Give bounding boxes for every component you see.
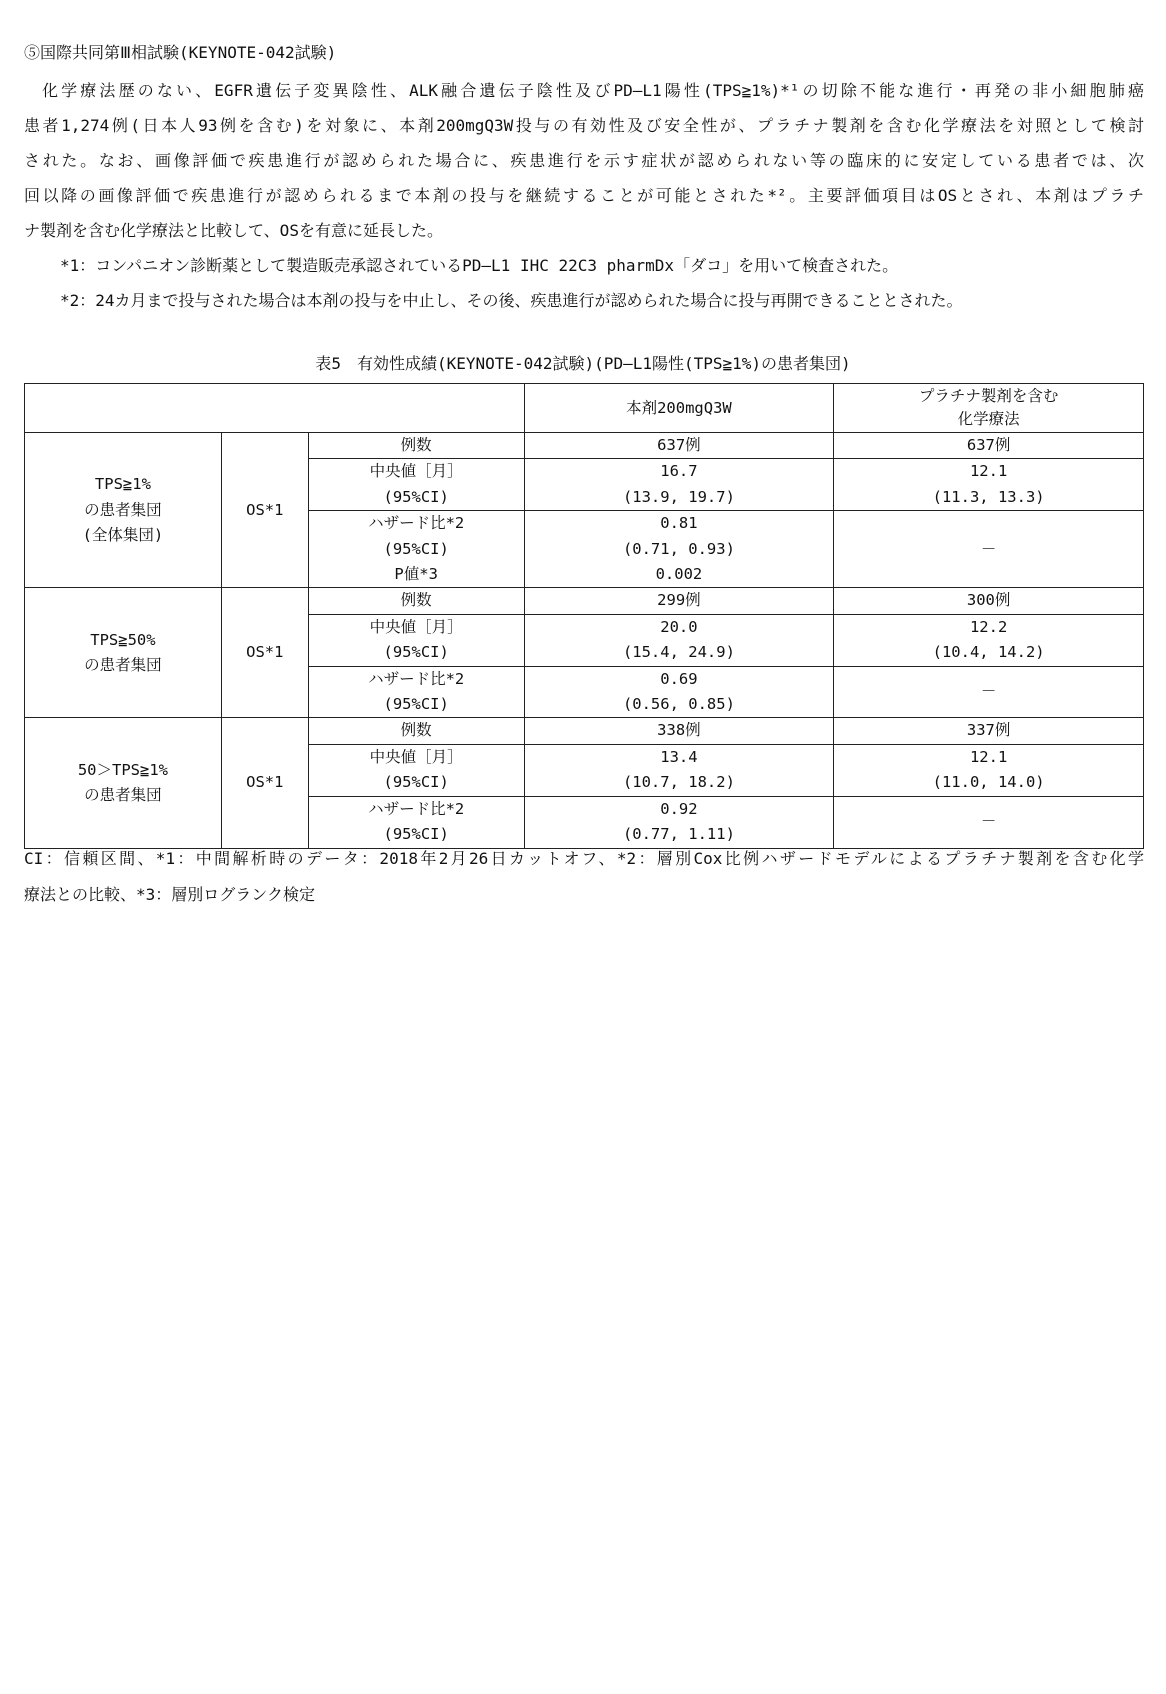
hazard-ratio-label-line: (95%CI): [383, 695, 449, 714]
median-value: [834, 614, 1144, 666]
median-value: [834, 744, 1144, 796]
hazard-ratio-value: [524, 511, 834, 588]
n-value: [834, 588, 1144, 614]
median-value-line: 12.1: [969, 462, 1008, 481]
population-line: TPS≧1%: [94, 475, 151, 494]
hazard-ratio-label-line: ハザード比*2: [368, 799, 465, 818]
median-value: [834, 459, 1144, 511]
median-value-line: (13.9, 19.7): [622, 487, 735, 506]
hazard-ratio-control: [834, 796, 1144, 848]
population-line: の患者集団: [84, 785, 162, 804]
hazard-ratio-label-line: P値*3: [394, 565, 438, 584]
paragraph-line: 化学療法歴のない、EGFR遺伝子変異陰性、ALK融合遺伝子陰性及びPD―L1陽性(TPS≧1%)*¹の切除不能な進行・再発の非小細胞肺癌: [42, 81, 1144, 100]
table-caption: 表5 有効性成績(KEYNOTE-042試験)(PD―L1陽性(TPS≧1%)の患者集団): [315, 354, 851, 373]
endpoint-text: OS*1: [246, 643, 284, 662]
median-label-line: 中央値［月］: [369, 747, 463, 766]
n-value: [834, 718, 1144, 744]
footer-line: CI：信頼区間、*1：中間解析時のデータ：2018年2月26日カットオフ、*2：層別Cox比例ハザードモデルによるプラチナ製剤を含む化学: [24, 849, 1144, 868]
n-value: [524, 433, 834, 459]
hazard-ratio-label-line: (95%CI): [383, 539, 449, 558]
hazard-ratio-label: [308, 796, 524, 848]
n-value-text: 637例: [966, 436, 1011, 454]
median-label-line: 中央値［月］: [369, 462, 463, 481]
paragraph-line: 回以降の画像評価で疾患進行が認められるまで本剤の投与を継続することが可能とされた*²。主要評価項目はOSとされ、本剤はプラチ: [24, 186, 1144, 205]
median-label: [308, 614, 524, 666]
median-label: [308, 459, 524, 511]
n-value-text: 337例: [966, 721, 1011, 740]
median-value-line: (10.4, 14.2): [932, 643, 1045, 662]
population-cell: [25, 433, 222, 588]
median-value: [524, 614, 834, 666]
hazard-ratio-value-line: (0.77, 1.11): [622, 825, 735, 844]
hazard-ratio-label-line: ハザード比*2: [368, 669, 465, 688]
n-value-text: 300例: [966, 591, 1011, 610]
hazard-ratio-control: [834, 666, 1144, 718]
hazard-ratio-label: [308, 511, 524, 588]
header-pembrolizumab: 本剤200mgQ3W: [524, 384, 834, 433]
header-empty: [25, 384, 525, 433]
median-label-line: (95%CI): [383, 643, 449, 662]
hazard-ratio-label: [308, 666, 524, 718]
population-cell: [25, 718, 222, 848]
population-line: の患者集団: [84, 655, 162, 674]
median-value-line: (10.7, 18.2): [622, 773, 735, 792]
n-value-text: 338例: [657, 721, 701, 740]
efficacy-table: [24, 383, 1144, 849]
endpoint-cell: [221, 588, 308, 718]
median-value-line: 13.4: [660, 747, 698, 766]
hazard-ratio-value-line: 0.69: [660, 669, 698, 688]
median-value-line: 12.1: [969, 747, 1008, 766]
n-value: [524, 588, 834, 614]
median-value: [524, 744, 834, 796]
table-row: [25, 588, 1144, 614]
hazard-ratio-control-text: －: [980, 812, 997, 831]
endpoint-text: OS*1: [246, 773, 284, 792]
hazard-ratio-value: [524, 666, 834, 718]
hazard-ratio-label-line: ハザード比*2: [368, 514, 465, 533]
n-value-text: 299例: [657, 591, 701, 610]
hazard-ratio-control-text: －: [980, 539, 997, 558]
median-value-line: (15.4, 24.9): [622, 643, 735, 662]
table-header-row: [25, 384, 1144, 433]
population-cell: [25, 588, 222, 718]
n-value-text: 637例: [657, 436, 701, 454]
footnote-1: *1：コンパニオン診断薬として製造販売承認されているPD―L1 IHC 22C3 pharmDx「ダコ」を用いて検査された。: [60, 256, 899, 275]
hazard-ratio-value-line: 0.002: [655, 565, 703, 584]
population-line: (全体集団): [82, 525, 164, 544]
median-value-line: 12.2: [969, 617, 1008, 636]
hazard-ratio-value-line: 0.92: [660, 799, 698, 818]
footer-line: 療法との比較、*3：層別ログランク検定: [24, 885, 315, 904]
hazard-ratio-value-line: (0.71, 0.93): [622, 539, 735, 558]
median-label-line: 中央値［月］: [369, 617, 463, 636]
population-line: TPS≧50%: [90, 630, 156, 649]
n-label: [308, 588, 524, 614]
median-value-line: (11.0, 14.0): [932, 773, 1045, 792]
hazard-ratio-control-text: －: [980, 682, 997, 701]
footnote-2: *2：24カ月まで投与された場合は本剤の投与を中止し、その後、疾患進行が認められた場合に投与再開できることとされた。: [60, 291, 963, 310]
median-value-line: 20.0: [660, 617, 698, 636]
header-chemo: [834, 384, 1144, 433]
n-label: [308, 433, 524, 459]
n-label-text: 例数: [400, 436, 432, 454]
median-label-line: (95%CI): [383, 487, 449, 506]
hazard-ratio-control: [834, 511, 1144, 588]
median-value: [524, 459, 834, 511]
n-label-text: 例数: [400, 591, 432, 610]
hazard-ratio-value: [524, 796, 834, 848]
endpoint-cell: [221, 433, 308, 588]
table-footnotes: [24, 844, 1144, 916]
population-line: 50＞TPS≧1%: [77, 760, 168, 779]
n-value: [524, 718, 834, 744]
hazard-ratio-label-line: (95%CI): [383, 825, 449, 844]
hazard-ratio-value-line: (0.56, 0.85): [622, 695, 735, 714]
median-label: [308, 744, 524, 796]
n-label: [308, 718, 524, 744]
n-value: [834, 433, 1144, 459]
n-label-text: 例数: [400, 721, 432, 740]
table-row: [25, 433, 1144, 459]
table-row: [25, 718, 1144, 744]
section-heading: ⑤国際共同第Ⅲ相試験(KEYNOTE-042試験): [24, 43, 337, 62]
header-chemo-line: プラチナ製剤を含む: [918, 387, 1059, 405]
population-line: の患者集団: [84, 500, 162, 519]
paragraph-line: された。なお、画像評価で疾患進行が認められた場合に、疾患進行を示す症状が認められない等の臨床的に安定している患者では、次: [24, 151, 1144, 170]
header-chemo-line: 化学療法: [957, 410, 1020, 428]
paragraph-line: ナ製剤を含む化学療法と比較して、OSを有意に延長した。: [24, 221, 443, 240]
hazard-ratio-value-line: 0.81: [660, 514, 698, 533]
median-value-line: 16.7: [660, 462, 698, 481]
median-value-line: (11.3, 13.3): [932, 487, 1045, 506]
median-label-line: (95%CI): [383, 773, 449, 792]
endpoint-text: OS*1: [246, 500, 284, 519]
paragraph-line: 患者1,274例(日本人93例を含む)を対象に、本剤200mgQ3W投与の有効性及び安全性が、プラチナ製剤を含む化学療法を対照として検討: [24, 116, 1144, 135]
study-description: [24, 73, 1144, 318]
endpoint-cell: [221, 718, 308, 848]
